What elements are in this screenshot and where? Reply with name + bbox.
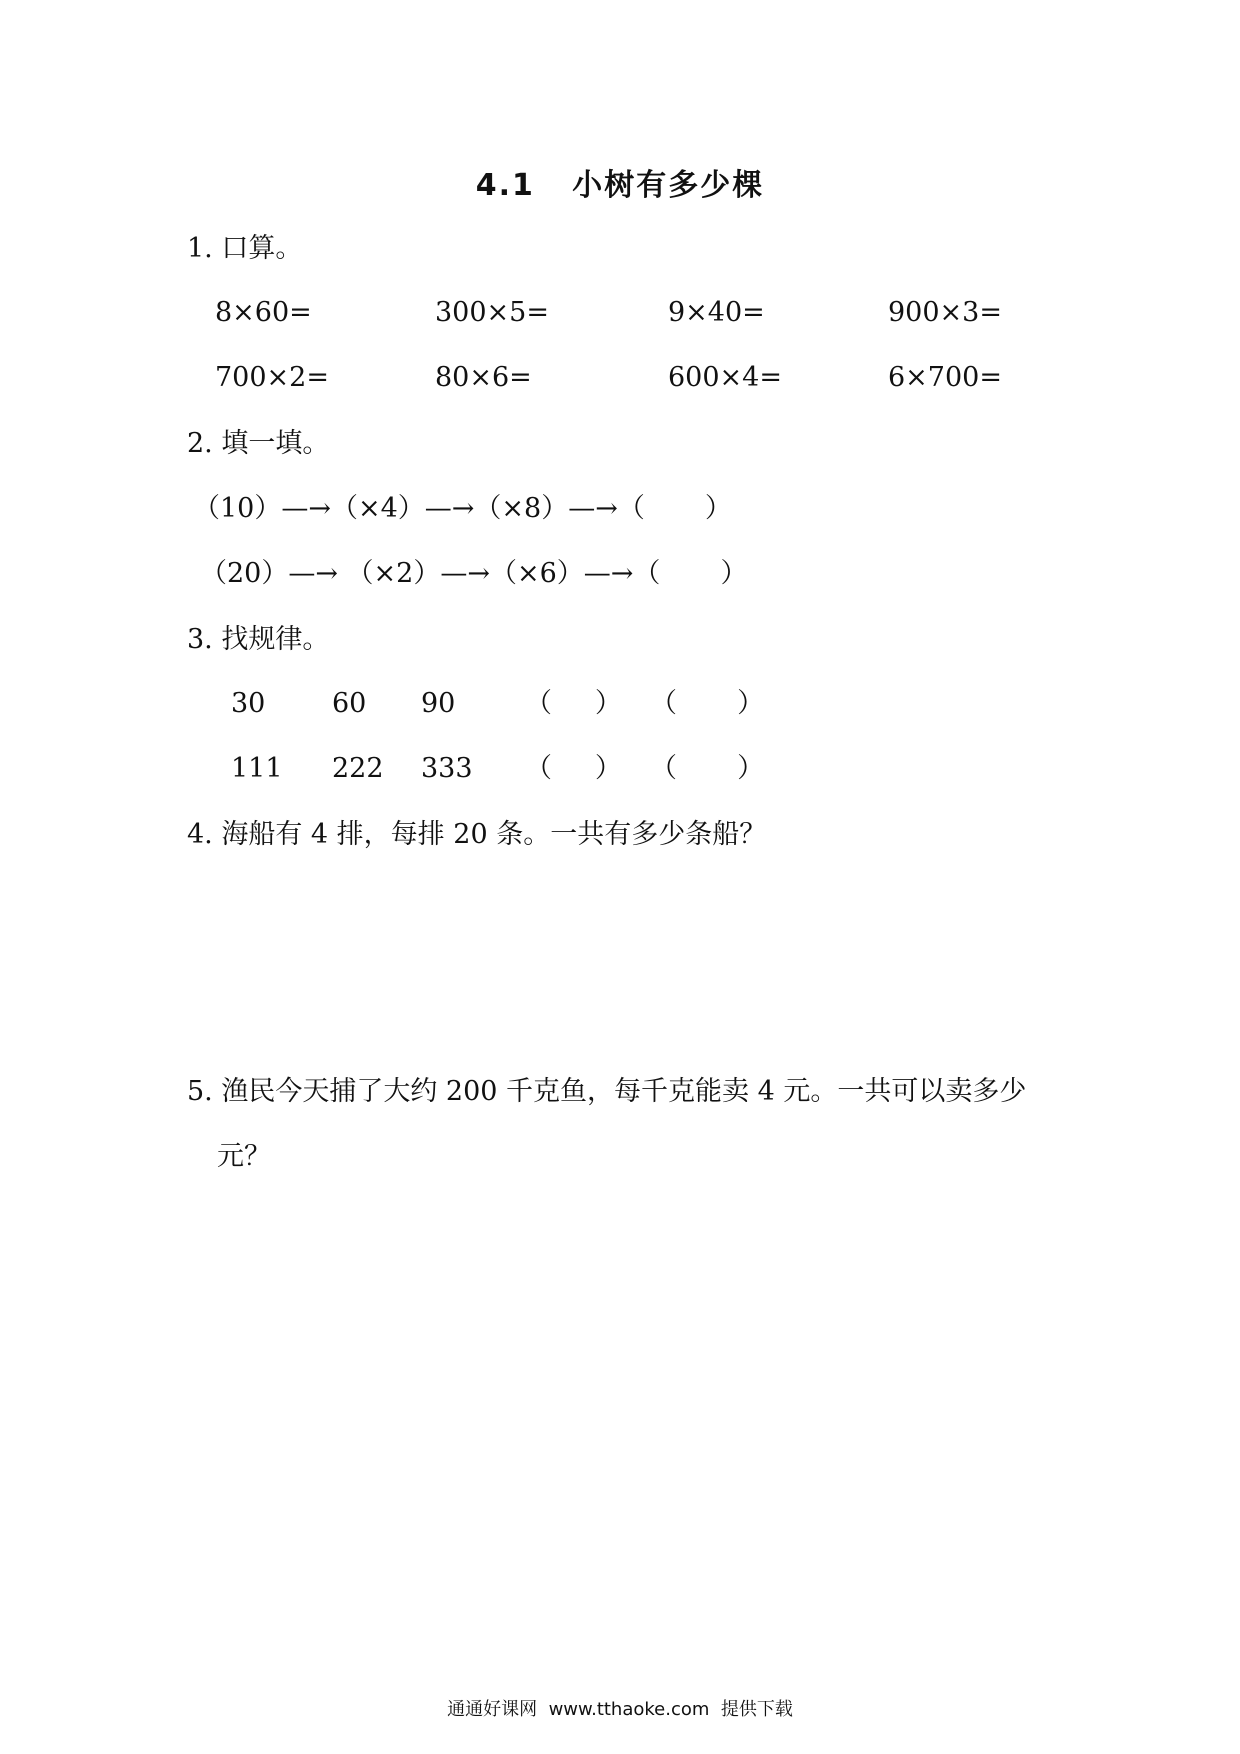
question-3-heading: 3. 找规律。 — [187, 624, 330, 655]
q1-item: 9×40= — [668, 297, 765, 328]
question-1-heading: 1. 口算。 — [187, 233, 303, 264]
q3-number: 30 — [231, 688, 266, 719]
q1-item: 6×700= — [888, 362, 1002, 393]
q1-item: 80×6= — [435, 362, 532, 393]
question-5-line-2: 元？ — [217, 1141, 271, 1172]
q3-number: 90 — [421, 688, 456, 719]
q1-item: 8×60= — [215, 297, 312, 328]
q3-blank: （ ） — [650, 688, 765, 719]
q3-blank: （ ） — [525, 753, 622, 784]
q1-item: 900×3= — [888, 297, 1002, 328]
q2-chain-1: （10）—→（×4）—→（×8）—→（ ） — [193, 493, 732, 524]
question-5-line-1: 5. 渔民今天捕了大约 200 千克鱼，每千克能卖 4 元。一共可以卖多少 — [187, 1076, 1027, 1107]
q3-blank: （ ） — [650, 753, 765, 784]
q3-number: 60 — [332, 688, 367, 719]
question-4-text: 4. 海船有 4 排，每排 20 条。一共有多少条船？ — [187, 819, 767, 850]
q1-item: 600×4= — [668, 362, 782, 393]
q1-item: 300×5= — [435, 297, 549, 328]
q3-number: 222 — [332, 753, 384, 784]
question-2-heading: 2. 填一填。 — [187, 428, 330, 459]
q3-number: 111 — [231, 753, 283, 784]
page-title: 4.1 小树有多少棵 — [475, 168, 765, 203]
q1-item: 700×2= — [215, 362, 329, 393]
q3-number: 333 — [421, 753, 473, 784]
q2-chain-2: （20）—→ （×2）—→（×6）—→（ ） — [200, 558, 748, 589]
q3-blank: （ ） — [525, 688, 622, 719]
page-footer: 通通好课网 www.tthaoke.com 提供下载 — [447, 1699, 793, 1720]
